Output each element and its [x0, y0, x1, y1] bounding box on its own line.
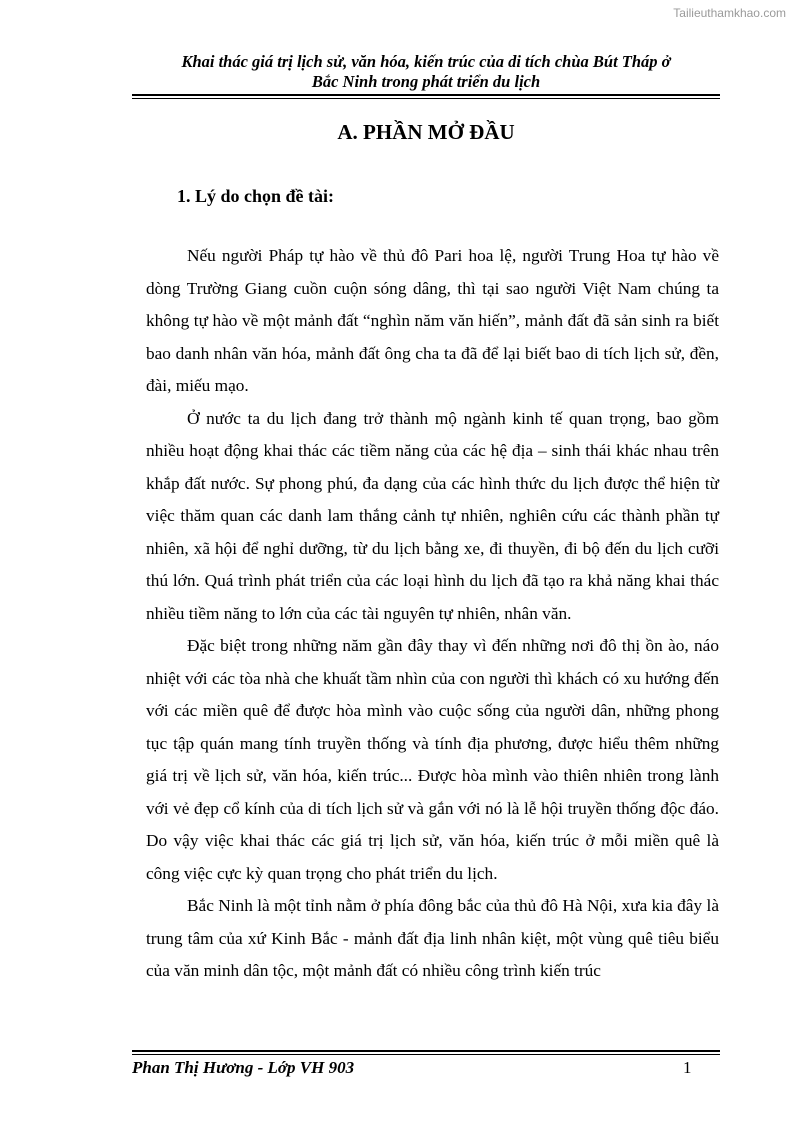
page-number: 1	[683, 1058, 692, 1077]
header-rule	[132, 94, 720, 99]
header-line-1: Khai thác giá trị lịch sử, văn hóa, kiến trúc của di tích chùa Bút Tháp ở	[181, 52, 671, 71]
subheading: 1. Lý do chọn đề tài:	[177, 186, 335, 206]
footer-rule	[132, 1050, 720, 1055]
section-title: A. PHẦN MỞ ĐẦU	[337, 120, 515, 144]
paragraph-2: Ở nước ta du lịch đang trở thành mộ ngành kinh tế quan trọng, bao gồm nhiều hoạt động khai thác các tiềm năng của các hệ địa – sinh thái khác nhau trên khắp đất nước. Sự phong phú, đa dạng của các hình thức du lịch được thể hiện từ việc thăm quan các danh lam thắng cảnh tự nhiên, nghiên cứu các thành phần tự nhiên, xã hội để nghỉ dưỡng, từ du lịch bằng xe, đi thuyền, đi bộ đến du lịch cưỡi thú lớn. Quá trình phát triển của các loại hình du lịch đã tạo ra khả năng khai thác nhiều tiềm năng to lớn của các tài nguyên tự nhiên, nhân văn.	[146, 408, 719, 623]
paragraph-4: Bắc Ninh là một tỉnh nằm ở phía đông bắc của thủ đô Hà Nội, xưa kia đây là trung tâm của xứ Kinh Bắc - mảnh đất địa linh nhân kiệt, một vùng quê tiêu biểu của văn minh dân tộc, một mảnh đất có nhiều công trình kiến trúc	[146, 896, 719, 980]
header-line-2: Bắc Ninh trong phát triển du lịch	[311, 72, 541, 91]
paragraph-3: Đặc biệt trong những năm gần đây thay vì đến những nơi đô thị ồn ào, náo nhiệt với các tòa nhà che khuất tầm nhìn của con người thì khách có xu hướng đến với các miền quê để được hòa mình vào cuộc sống của người dân, những phong tục tập quán mang tính truyền thống và tính địa phương, được hiểu thêm những giá trị về lịch sử, văn hóa, kiến trúc... Được hòa mình vào thiên nhiên trong lành với vẻ đẹp cổ kính của di tích lịch sử và gắn với nó là lễ hội truyền thống độc đáo. Do vậy việc khai thác các giá trị lịch sử, văn hóa, kiến trúc ở mỗi miền quê là công việc cực kỳ quan trọng cho phát triển du lịch.	[146, 636, 719, 883]
paragraph-1: Nếu người Pháp tự hào về thủ đô Pari hoa lệ, người Trung Hoa tự hào về dòng Trường Giang cuồn cuộn sóng dâng, thì tại sao người Việt Nam chúng ta không tự hào về một mảnh đất “nghìn năm văn hiến”, mảnh đất đã sản sinh ra biết bao danh nhân văn hóa, mảnh đất ông cha ta đã để lại biết bao di tích lịch sử, đền, đài, miếu mạo.	[146, 246, 719, 395]
running-header	[132, 52, 720, 92]
body-text	[146, 240, 719, 988]
footer-author: Phan Thị Hương - Lớp VH 903	[132, 1058, 355, 1077]
watermark: Tailieuthamkhao.com	[673, 6, 786, 20]
